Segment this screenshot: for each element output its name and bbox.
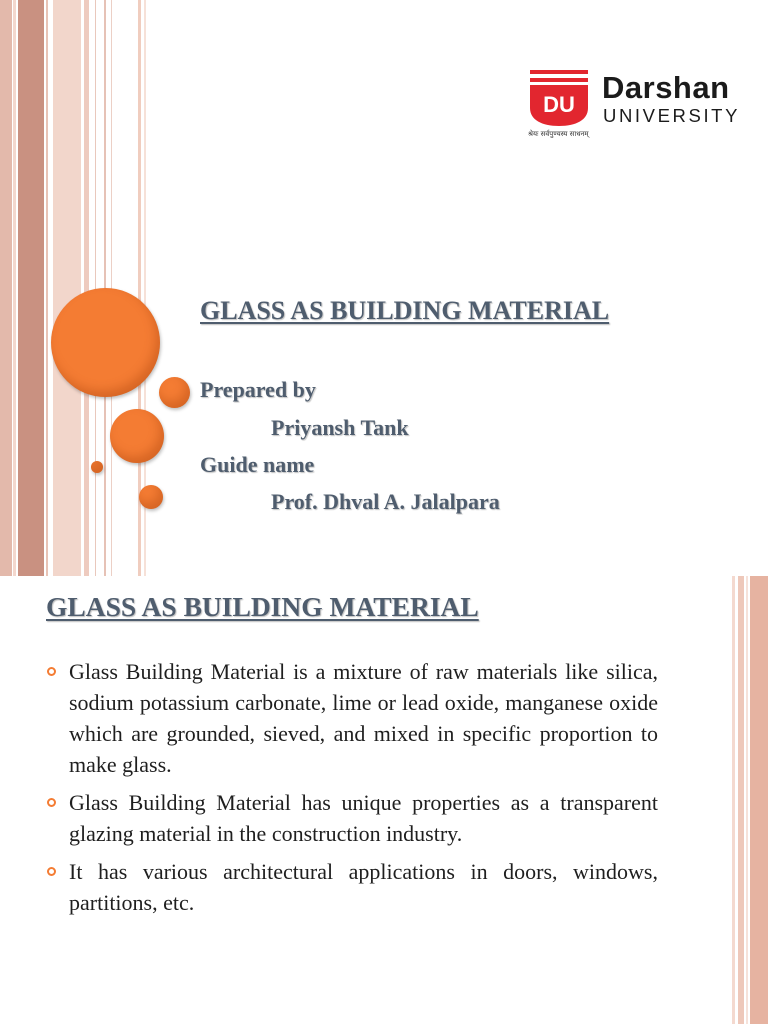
decor-circle-large [51, 288, 160, 397]
guide-label: Guide name [200, 452, 315, 477]
bullet-text: Glass Building Material is a mixture of raw materials like silica, sodium potassium carbonate, lime or lead oxide, manganese oxide which are grounded, sieved, and mixed in specific proportion to make glass. [69, 659, 658, 777]
bullet-text: It has various architectural applications in doors, windows, partitions, etc. [69, 859, 658, 915]
university-logo [528, 68, 753, 148]
author-name: Priyansh Tank [271, 415, 409, 440]
decor-stripe [84, 0, 89, 576]
list-item [46, 656, 658, 780]
list-item [46, 787, 658, 849]
decor-stripe [732, 576, 735, 1024]
decor-circle [159, 377, 190, 408]
decor-stripe [0, 0, 12, 576]
circle-bullet-icon [47, 867, 56, 876]
content-title: GLASS AS BUILDING MATERIAL [46, 591, 479, 622]
decor-stripe [750, 576, 768, 1024]
guide-name: Prof. Dhval A. Jalalpara [271, 489, 500, 514]
bullet-list [46, 656, 658, 925]
list-item [46, 856, 658, 918]
prepared-by-label: Prepared by [200, 377, 316, 402]
bullet-text: Glass Building Material has unique properties as a transparent glazing material in the construction industry. [69, 790, 658, 846]
decor-stripe [738, 576, 744, 1024]
decor-circle [110, 409, 164, 463]
circle-bullet-icon [47, 798, 56, 807]
decor-circle [91, 461, 103, 473]
circle-bullet-icon [47, 667, 56, 676]
decor-stripe [46, 0, 48, 576]
logo-subtitle: UNIVERSITY [603, 105, 741, 126]
logo-tagline: श्रेयः सर्वपुण्यस्य साधनम् [528, 130, 589, 138]
decor-stripe [53, 0, 81, 576]
decor-stripe [746, 576, 748, 1024]
slide-title: GLASS AS BUILDING MATERIAL [200, 296, 610, 325]
logo-brand-name: Darshan [602, 70, 730, 105]
decor-circle [139, 485, 163, 509]
decor-stripe [13, 0, 16, 576]
university-logo-icon [528, 68, 590, 128]
decor-stripe [18, 0, 44, 576]
logo-mark: DU [543, 92, 575, 117]
